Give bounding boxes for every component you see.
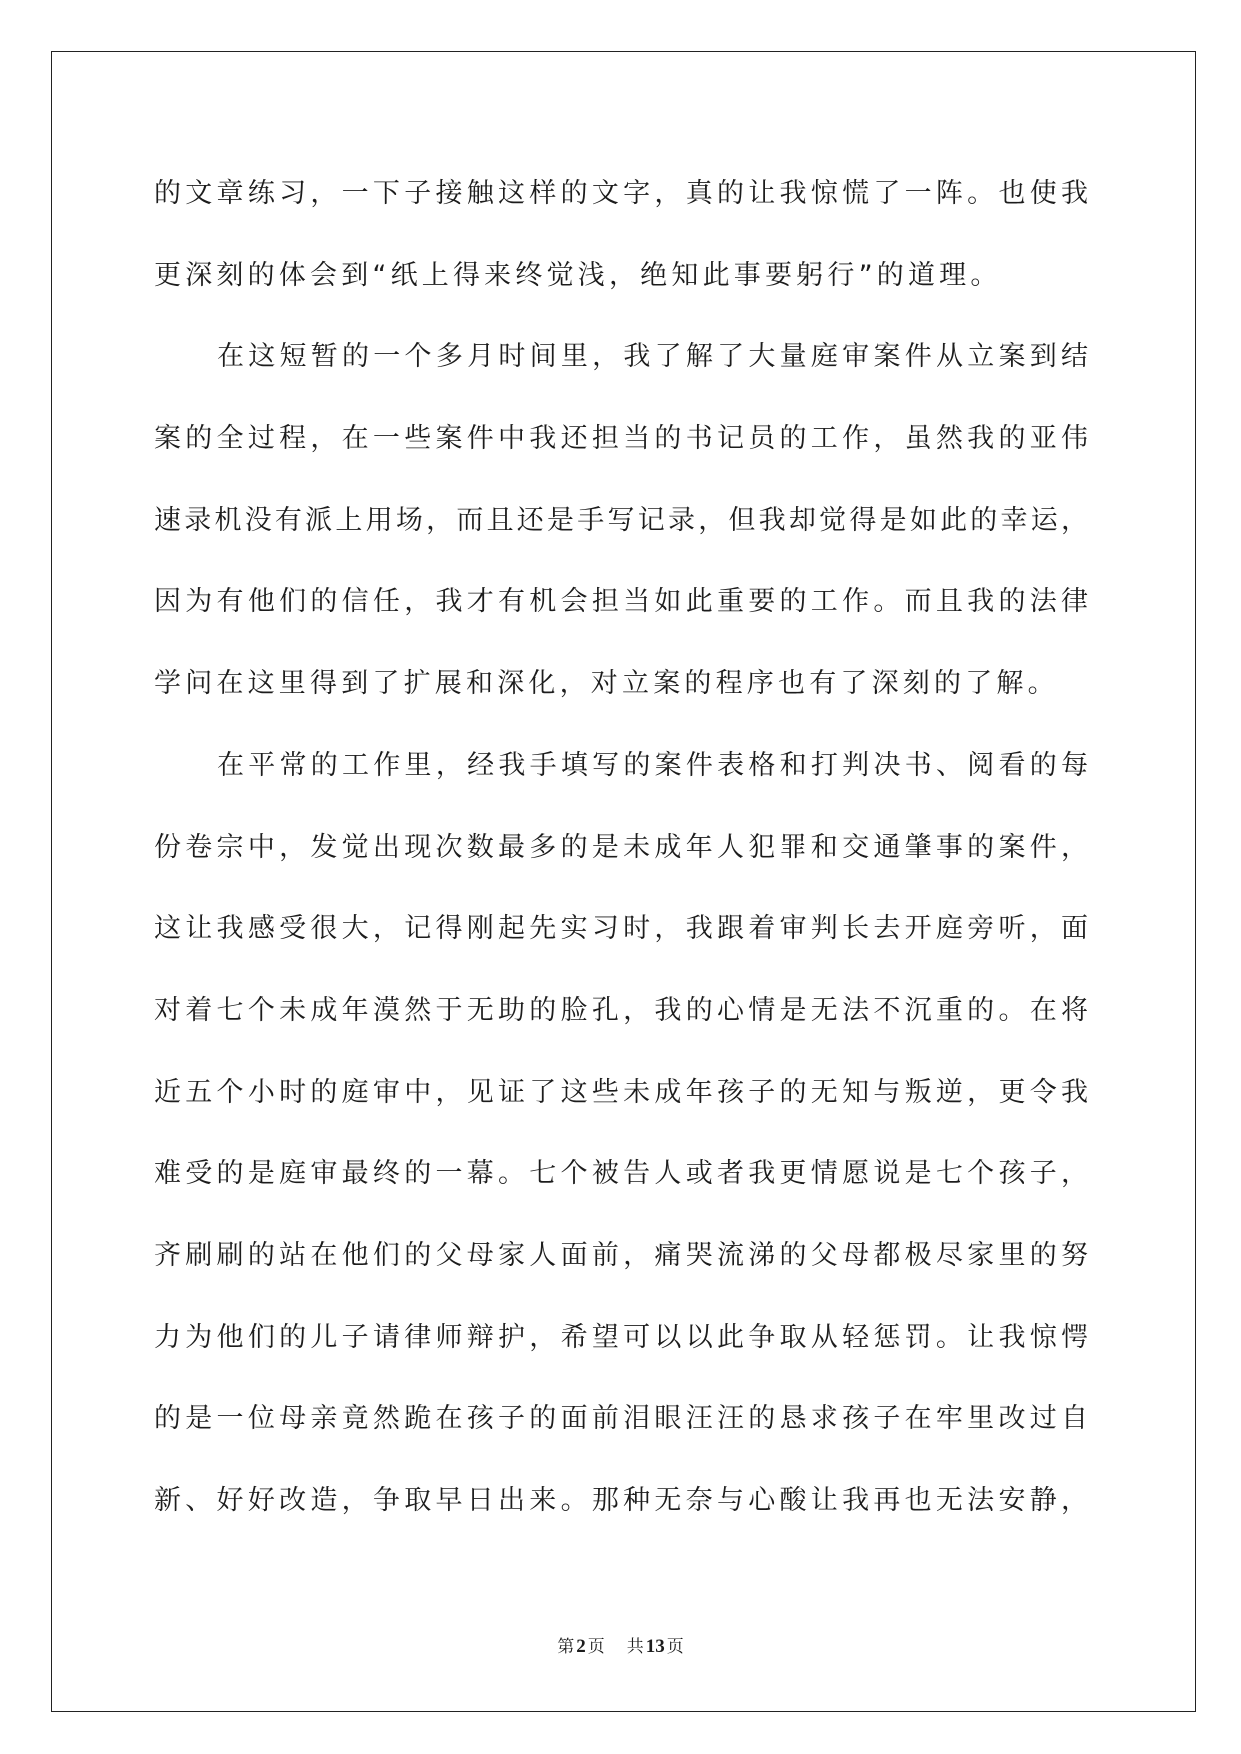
paragraph-first-line: 在这短暂的一个多月时间里，我了解了大量庭审案件从立案到结 [217,341,1091,373]
text-line: 的是一位母亲竟然跪在孩子的面前泪眼汪汪的恳求孩子在牢里改过自 [154,1403,1091,1435]
paragraph-first-line: 在平常的工作里，经我手填写的案件表格和打判决书、阅看的每 [217,749,1091,781]
text-line: 学问在这里得到了扩展和深化，对立案的程序也有了深刻的了解。 [154,668,1059,700]
text-line: 因为有他们的信任，我才有机会担当如此重要的工作。而且我的法律 [154,586,1091,618]
text-line: 近五个小时的庭审中，见证了这些未成年孩子的无知与叛逆，更令我 [154,1076,1091,1108]
text-line: 齐刷刷的站在他们的父母家人面前，痛哭流涕的父母都极尽家里的努 [154,1239,1091,1271]
text-line: 新、好好改造，争取早日出来。那种无奈与心酸让我再也无法安静， [154,1485,1091,1516]
total-suffix: 页 [666,1637,684,1657]
text-line: 速录机没有派上用场，而且还是手写记录，但我却觉得是如此的幸运， [154,504,1091,536]
total-prefix: 共 [626,1637,644,1657]
text-line: 的文章练习，一下子接触这样的文字，真的让我惊慌了一阵。也使我 [154,178,1091,209]
page-number: 2 [576,1636,586,1657]
total-pages: 13 [645,1636,665,1657]
text-line: 更深刻的体会到“纸上得来终觉浅，绝知此事要躬行”的道理。 [154,259,1002,291]
text-line: 案的全过程，在一些案件中我还担当的书记员的工作，虽然我的亚伟 [154,423,1091,455]
page-footer [0,1635,1241,1659]
text-line: 力为他们的儿子请律师辩护，希望可以以此争取从轻惩罚。让我惊愕 [154,1321,1091,1353]
page-prefix: 第 [557,1637,575,1657]
page-suffix: 页 [587,1637,605,1657]
text-line: 份卷宗中，发觉出现次数最多的是未成年人犯罪和交通肇事的案件， [154,831,1091,863]
text-line: 这让我感受很大，记得刚起先实习时，我跟着审判长去开庭旁听，面 [154,913,1091,945]
text-line: 对着七个未成年漠然于无助的脸孔，我的心情是无法不沉重的。在将 [154,994,1091,1026]
document-body [154,153,1091,1542]
text-line: 难受的是庭审最终的一幕。七个被告人或者我更情愿说是七个孩子， [154,1158,1091,1190]
